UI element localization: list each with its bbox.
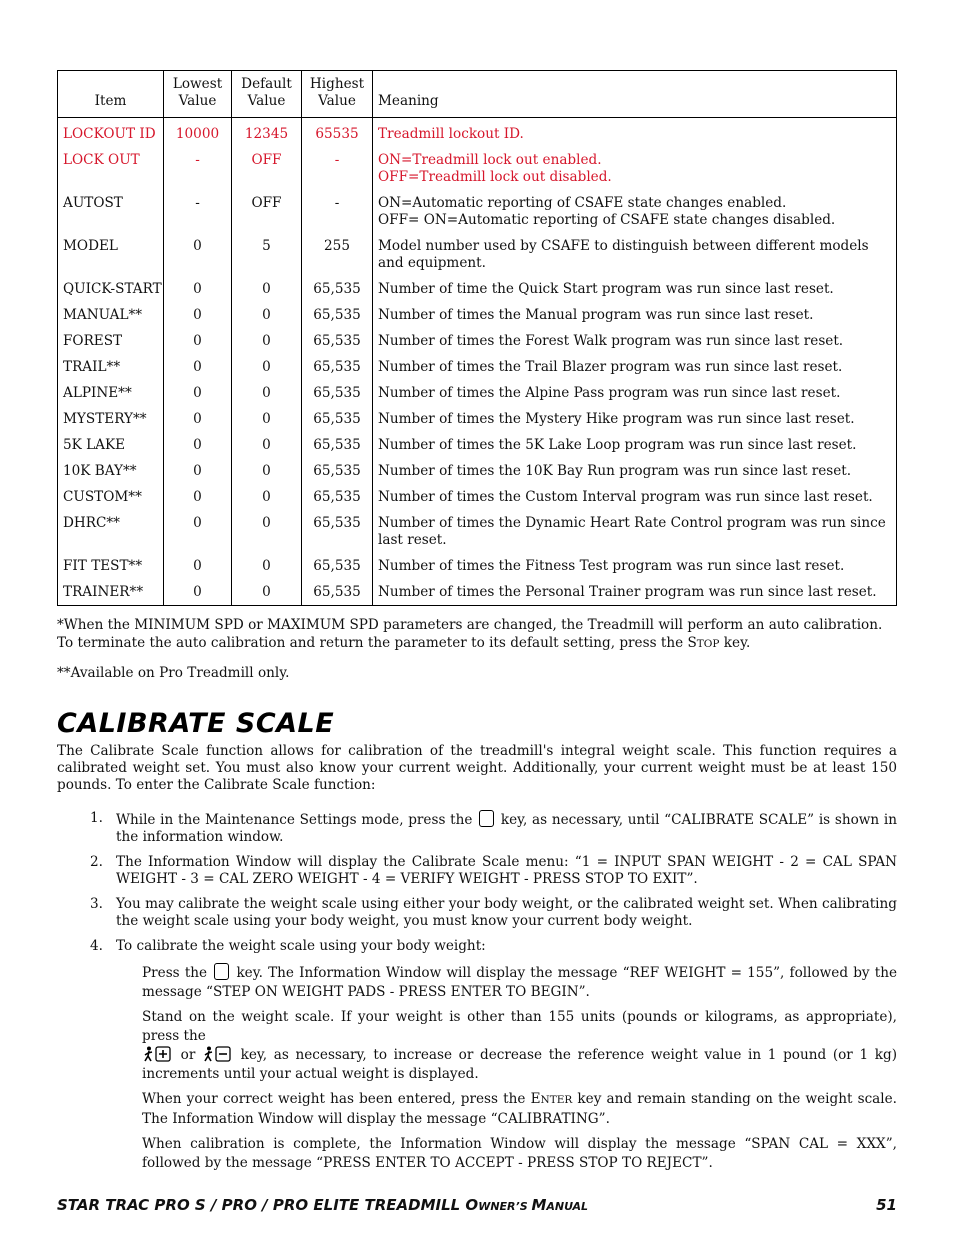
blank-key-icon — [479, 810, 494, 827]
highest-cell: 65,535 — [302, 458, 373, 484]
item-cell: FIT TEST** — [58, 553, 164, 579]
table-body — [58, 118, 897, 606]
meaning-line: Number of times the Trail Blazer program was run since last reset. — [378, 359, 843, 375]
default-cell: 0 — [232, 579, 302, 606]
meaning-cell — [373, 354, 897, 380]
highest-cell: 65535 — [302, 118, 373, 148]
default-cell: 0 — [232, 432, 302, 458]
maintenance-parameter-table — [57, 70, 897, 606]
table-row — [58, 579, 897, 606]
default-cell: 0 — [232, 302, 302, 328]
meaning-cell — [373, 233, 897, 276]
default-cell: 5 — [232, 233, 302, 276]
footnote-pro-only: **Available on Pro Treadmill only. — [57, 665, 290, 681]
meaning-line: Number of times the 5K Lake Loop program was run since last reset. — [378, 437, 857, 453]
item-cell: LOCK OUT — [58, 147, 164, 190]
highest-cell: 65,535 — [302, 276, 373, 302]
table-row — [58, 190, 897, 233]
lowest-cell: - — [164, 190, 232, 233]
lowest-cell: 0 — [164, 233, 232, 276]
lowest-cell: 0 — [164, 510, 232, 553]
table-row — [58, 276, 897, 302]
meaning-cell — [373, 328, 897, 354]
table-row — [58, 484, 897, 510]
item-cell: CUSTOM** — [58, 484, 164, 510]
highest-cell: - — [302, 147, 373, 190]
default-cell: 0 — [232, 354, 302, 380]
footnote-auto-calibration: *When the MINIMUM SPD or MAXIMUM SPD parameters are changed, the Treadmill will perform an auto calibration. To terminate the auto calibration and return the parameter to its default setting, press the STOP key. — [57, 617, 883, 651]
item-cell: MANUAL** — [58, 302, 164, 328]
meaning-cell — [373, 380, 897, 406]
page-footer — [57, 1196, 897, 1214]
header-default: Default Value — [232, 71, 302, 118]
header-highest: Highest Value — [302, 71, 373, 118]
footer-title: STAR TRAC PRO S / PRO / PRO ELITE TREADMILL OWNER’S MANUAL — [57, 1196, 589, 1214]
header-item: Item — [58, 71, 164, 118]
table-row — [58, 328, 897, 354]
item-cell: AUTOST — [58, 190, 164, 233]
incline-plus-key-icon — [144, 1046, 172, 1062]
header-meaning: Meaning — [373, 71, 897, 118]
incline-minus-key-icon — [204, 1046, 232, 1062]
lowest-cell: 0 — [164, 484, 232, 510]
meaning-line: Treadmill lockout ID. — [378, 126, 524, 142]
step-item: 1. While in the Maintenance Settings mode, press the key, as necessary, until “CALIBRATE SCALE” is shown in the information window. — [90, 810, 897, 845]
meaning-line: ON=Treadmill lock out enabled. — [378, 152, 602, 168]
lowest-cell: 0 — [164, 354, 232, 380]
default-cell: 0 — [232, 276, 302, 302]
substep-enter-weight: When your correct weight has been entered, press the ENTER key and remain standing on the weight scale. The Information Window will display the message “CALIBRATING”. — [142, 1091, 897, 1127]
table-row — [58, 302, 897, 328]
meaning-cell — [373, 118, 897, 148]
lowest-cell: 0 — [164, 276, 232, 302]
meaning-line: Number of times the Alpine Pass program was run since last reset. — [378, 385, 841, 401]
lowest-cell: 0 — [164, 406, 232, 432]
table-row — [58, 406, 897, 432]
meaning-cell — [373, 406, 897, 432]
meaning-line: Number of times the Forest Walk program was run since last reset. — [378, 333, 844, 349]
lowest-cell: 0 — [164, 458, 232, 484]
item-cell: LOCKOUT ID — [58, 118, 164, 148]
default-cell: OFF — [232, 147, 302, 190]
highest-cell: 65,535 — [302, 484, 373, 510]
section-title: CALIBRATE SCALE — [57, 708, 335, 739]
table-row — [58, 147, 897, 190]
substep-press-key: Press the key. The Information Window will display the message “REF WEIGHT = 155”, followed by the message “STEP ON WEIGHT PADS - PRESS ENTER TO BEGIN”. — [142, 965, 898, 1000]
meaning-cell — [373, 276, 897, 302]
substep-calibration-complete: When calibration is complete, the Information Window will display the message “SPAN CAL = XXX”, followed by the message “PRESS ENTER TO ACCEPT - PRESS STOP TO REJECT”. — [142, 1136, 897, 1171]
step-item: 4. To calibrate the weight scale using your body weight: — [90, 938, 486, 954]
table-row — [58, 380, 897, 406]
default-cell: 12345 — [232, 118, 302, 148]
item-cell: TRAIL** — [58, 354, 164, 380]
meaning-cell — [373, 432, 897, 458]
meaning-cell — [373, 302, 897, 328]
meaning-cell — [373, 579, 897, 606]
item-cell: MODEL — [58, 233, 164, 276]
lowest-cell: 0 — [164, 579, 232, 606]
item-cell: FOREST — [58, 328, 164, 354]
meaning-cell — [373, 458, 897, 484]
header-lowest: Lowest Value — [164, 71, 232, 118]
steps-list — [57, 810, 897, 955]
lowest-cell: 0 — [164, 553, 232, 579]
meaning-line: Number of times the Mystery Hike program was run since last reset. — [378, 411, 855, 427]
meaning-line: Number of times the Custom Interval program was run since last reset. — [378, 489, 873, 505]
table-row — [58, 118, 897, 148]
table-row — [58, 432, 897, 458]
item-cell: TRAINER** — [58, 579, 164, 606]
step-item: 2. The Information Window will display the Calibrate Scale menu: “1 = INPUT SPAN WEIGHT - 2 = CAL SPAN WEIGHT - 3 = CAL ZERO WEIGHT - 4 = VERIFY WEIGHT - PRESS STOP TO EXIT”. — [90, 854, 897, 887]
item-cell: QUICK-START — [58, 276, 164, 302]
highest-cell: 65,535 — [302, 510, 373, 553]
highest-cell: 65,535 — [302, 432, 373, 458]
meaning-cell — [373, 510, 897, 553]
default-cell: 0 — [232, 406, 302, 432]
table-header-row — [58, 71, 897, 118]
highest-cell: 65,535 — [302, 579, 373, 606]
default-cell: 0 — [232, 458, 302, 484]
highest-cell: 65,535 — [302, 553, 373, 579]
meaning-line: Number of times the Manual program was run since last reset. — [378, 307, 814, 323]
meaning-line: OFF=Treadmill lock out disabled. — [378, 169, 612, 185]
item-cell: 10K BAY** — [58, 458, 164, 484]
default-cell: OFF — [232, 190, 302, 233]
highest-cell: 255 — [302, 233, 373, 276]
table-row — [58, 233, 897, 276]
default-cell: 0 — [232, 380, 302, 406]
lowest-cell: - — [164, 147, 232, 190]
default-cell: 0 — [232, 484, 302, 510]
item-cell: MYSTERY** — [58, 406, 164, 432]
default-cell: 0 — [232, 328, 302, 354]
footnotes — [57, 616, 897, 682]
page-number: 51 — [876, 1196, 897, 1214]
meaning-line: Number of times the Personal Trainer program was run since last reset. — [378, 584, 877, 600]
substep-adjust-weight: Stand on the weight scale. If your weight is other than 155 units (pounds or kilograms, as appropriate), press the or key, as necessary, to increase or decrease the reference weight value in 1 pound (or 1 kg) increments until your actual weight is displayed. — [142, 1009, 897, 1082]
highest-cell: 65,535 — [302, 406, 373, 432]
meaning-line: Number of times the Fitness Test program was run since last reset. — [378, 558, 845, 574]
highest-cell: - — [302, 190, 373, 233]
highest-cell: 65,535 — [302, 302, 373, 328]
meaning-line: ON=Automatic reporting of CSAFE state changes enabled. — [378, 195, 787, 211]
meaning-line: Model number used by CSAFE to distinguish between different models and equipment. — [378, 238, 869, 271]
highest-cell: 65,535 — [302, 380, 373, 406]
section-intro: The Calibrate Scale function allows for calibration of the treadmill's integral weight scale. This function requires a calibrated weight set. You must also know your current weight. Additionally, your current weight must be at least 150 pounds. To enter the Calibrate Scale function: — [57, 743, 897, 793]
meaning-line: Number of time the Quick Start program was run since last reset. — [378, 281, 834, 297]
highest-cell: 65,535 — [302, 328, 373, 354]
meaning-cell — [373, 147, 897, 190]
blank-key-icon — [214, 963, 229, 980]
meaning-line: OFF= ON=Automatic reporting of CSAFE state changes disabled. — [378, 212, 836, 228]
table-row — [58, 510, 897, 553]
default-cell: 0 — [232, 510, 302, 553]
table-row — [58, 354, 897, 380]
meaning-cell — [373, 484, 897, 510]
lowest-cell: 0 — [164, 380, 232, 406]
item-cell: 5K LAKE — [58, 432, 164, 458]
meaning-line: Number of times the Dynamic Heart Rate Control program was run since last reset. — [378, 515, 886, 548]
item-cell: DHRC** — [58, 510, 164, 553]
table-row — [58, 553, 897, 579]
meaning-cell — [373, 553, 897, 579]
default-cell: 0 — [232, 553, 302, 579]
table-row — [58, 458, 897, 484]
page-content — [57, 70, 897, 1179]
item-cell: ALPINE** — [58, 380, 164, 406]
step-item: 3. You may calibrate the weight scale using either your body weight, or the calibrated weight set. When calibrating the weight scale using your body weight, you must know your current body weight. — [90, 896, 897, 929]
highest-cell: 65,535 — [302, 354, 373, 380]
lowest-cell: 0 — [164, 302, 232, 328]
meaning-cell — [373, 190, 897, 233]
lowest-cell: 0 — [164, 328, 232, 354]
lowest-cell: 0 — [164, 432, 232, 458]
lowest-cell: 10000 — [164, 118, 232, 148]
meaning-line: Number of times the 10K Bay Run program was run since last reset. — [378, 463, 852, 479]
